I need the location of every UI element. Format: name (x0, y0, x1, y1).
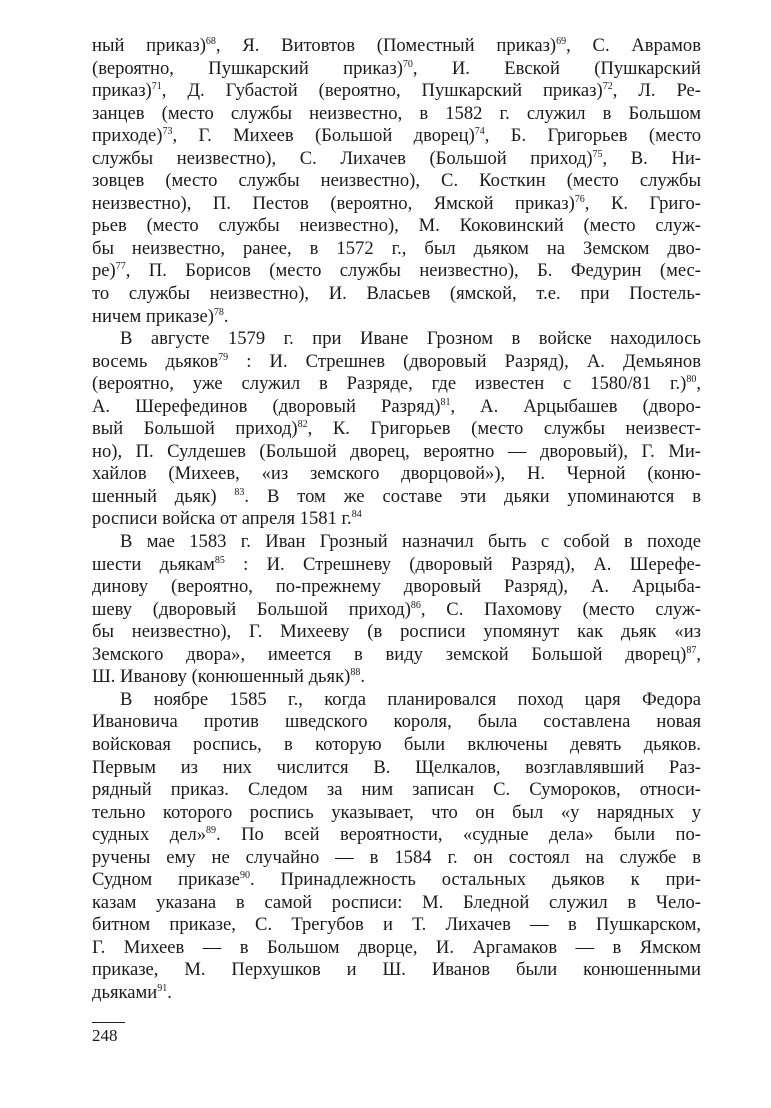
footnote-ref: 82 (297, 419, 308, 431)
text-line: рьев (место службы неизвестно), М. Коковинский (место служ- (92, 215, 701, 237)
page-number: 248 (92, 1026, 118, 1045)
footer-rule (92, 1022, 125, 1023)
text-line: (вероятно, Пушкарский приказ)$^{70}$, И. Евской (Пушкарский (92, 57, 701, 79)
text-line: неизвестно), П. Пестов (вероятно, Ямской приказ)$^{76}$, К. Григо- (92, 192, 701, 214)
footnote-ref: 80 (686, 374, 697, 386)
footnote-ref: 89 (206, 825, 217, 837)
text-line: Ш. Иванову (конюшенный дьяк)$^{88}$. (92, 666, 365, 688)
footnote-ref: 90 (239, 870, 250, 882)
text-line: но), П. Сулдешев (Большой дворец, вероятно — дворовый), Г. Ми- (92, 440, 701, 462)
footnote-ref: 73 (162, 126, 173, 138)
text-line: ничем приказе)$^{78}$. (92, 305, 229, 327)
paragraph (92, 35, 701, 328)
footnote-ref: 84 (351, 509, 362, 521)
text-line: рядный приказ. Следом за ним записан С. Сумороков, относи- (92, 779, 701, 801)
footnote-ref: 74 (474, 126, 485, 138)
footnote-ref: 83 (234, 486, 245, 498)
footnote-ref: 88 (350, 667, 361, 679)
body-text (92, 35, 701, 1005)
footnote-ref: 91 (157, 982, 168, 994)
text-line: Земского двора», имеется в виду земской Большой дворец)$^{87}$, (92, 643, 701, 665)
text-line: приказ)$^{71}$, Д. Губастой (вероятно, Пушкарский приказ)$^{72}$, Л. Ре- (92, 80, 702, 102)
paragraph (92, 531, 701, 689)
text-line: ре)$^{77}$, П. Борисов (место службы неизвестно), Б. Федурин (мес- (92, 260, 701, 282)
footnote-ref: 72 (602, 81, 613, 93)
text-line: то службы неизвестно), И. Власьев (ямской, т.е. при Постель- (92, 283, 701, 305)
text-line: росписи войска от апреля 1581 г.$^{84}$ (92, 508, 362, 530)
text-line: ручены ему не случайно — в 1584 г. он состоял на службе в (92, 846, 701, 868)
footnote-ref: 71 (151, 81, 162, 93)
footnote-ref: 81 (440, 396, 451, 408)
text-line: занцев (место службы неизвестно, в 1582 г. служил в Большом (92, 102, 701, 124)
footnote-ref: 87 (686, 644, 697, 656)
text-line: шеву (дворовый Большой приход)$^{86}$, С. Пахомову (место служ- (92, 598, 701, 620)
paragraph (92, 689, 701, 1005)
footnote-ref: 79 (218, 351, 229, 363)
text-line: В мае 1583 г. Иван Грозный назначил быть с собой в походе (120, 531, 701, 553)
text-line: ный приказ)$^{68}$, Я. Витовтов (Поместный приказ)$^{69}$, С. Аврамов (92, 35, 701, 56)
footnote-ref: 76 (574, 193, 585, 205)
footnote-ref: 77 (115, 261, 126, 273)
footnote-ref: 70 (402, 58, 413, 70)
text-line: В августе 1579 г. при Иване Грозном в войске находилось (120, 328, 701, 350)
text-line: шести дьякам$^{85}$ : И. Стрешневу (дворовый Разряд), А. Шерефе- (92, 553, 701, 575)
text-line: приходе)$^{73}$, Г. Михеев (Большой дворец)$^{74}$, Б. Григорьев (место (92, 125, 701, 147)
text-line: тельно которого роспись указывает, что он был «у нарядных у (92, 801, 701, 823)
footnote-ref: 69 (556, 36, 567, 47)
text-line: А. Шерефединов (дворовый Разряд)$^{81}$, А. Арцыбашев (дворо- (92, 395, 701, 417)
text-line: В ноябре 1585 г., когда планировался поход царя Федора (120, 688, 701, 710)
text-line: хайлов (Михеев, «из земского дворцовой»), Н. Черной (коню- (92, 463, 701, 485)
text-line: Первым из них числится В. Щелкалов, возглавлявший Раз- (92, 756, 701, 778)
paragraph (92, 328, 701, 531)
footnote-ref: 75 (592, 148, 603, 160)
text-line: дьяками$^{91}$. (92, 981, 172, 1003)
footnote-ref: 78 (213, 306, 224, 318)
text-line: службы неизвестно), С. Лихачев (Большой приход)$^{75}$, В. Ни- (92, 147, 701, 169)
text-line: приказе, М. Перхушков и Ш. Иванов были конюшенными (92, 959, 701, 981)
text-line: бы неизвестно, ранее, в 1572 г., был дьяком на Земском дво- (92, 237, 701, 259)
text-line: Г. Михеев — в Большом дворце, И. Аргамаков — в Ямском (92, 936, 701, 958)
text-line: судных дел»$^{89}$. По всей вероятности, «судные дела» были по- (92, 824, 701, 846)
text-line: зовцев (место службы неизвестно), С. Косткин (место службы (92, 170, 701, 192)
text-line: битном приказе, С. Трегубов и Т. Лихачев — в Пушкарском, (92, 914, 701, 936)
text-line: (вероятно, уже служил в Разряде, где известен с 1580/81 г.)$^{80}$, (92, 373, 701, 395)
text-line: Судном приказе$^{90}$. Принадлежность остальных дьяков к при- (92, 869, 701, 891)
text-line: казам указана в самой росписи: М. Бледной служил в Чело- (92, 891, 701, 913)
page-footer (92, 1022, 125, 1046)
text-line: шенный дьяк) $^{83}$. В том же составе эти дьяки упоминаются в (92, 485, 701, 507)
text-line: восемь дьяков$^{79}$ : И. Стрешнев (дворовый Разряд), А. Демьянов (92, 350, 701, 372)
footnote-ref: 68 (205, 36, 216, 47)
text-line: бы неизвестно), Г. Михееву (в росписи упомянут как дьяк «из (92, 621, 701, 643)
text-line: Ивановича против шведского короля, была составлена новая (92, 711, 701, 733)
footnote-ref: 85 (214, 554, 225, 566)
footnote-ref: 86 (410, 599, 421, 611)
text-line: динову (вероятно, по-прежнему дворовый Разряд), А. Арцыба- (92, 576, 701, 598)
text-line: вый Большой приход)$^{82}$, К. Григорьев (место службы неизвест- (92, 418, 701, 440)
text-line: войсковая роспись, в которую были включены девять дьяков. (92, 733, 701, 755)
